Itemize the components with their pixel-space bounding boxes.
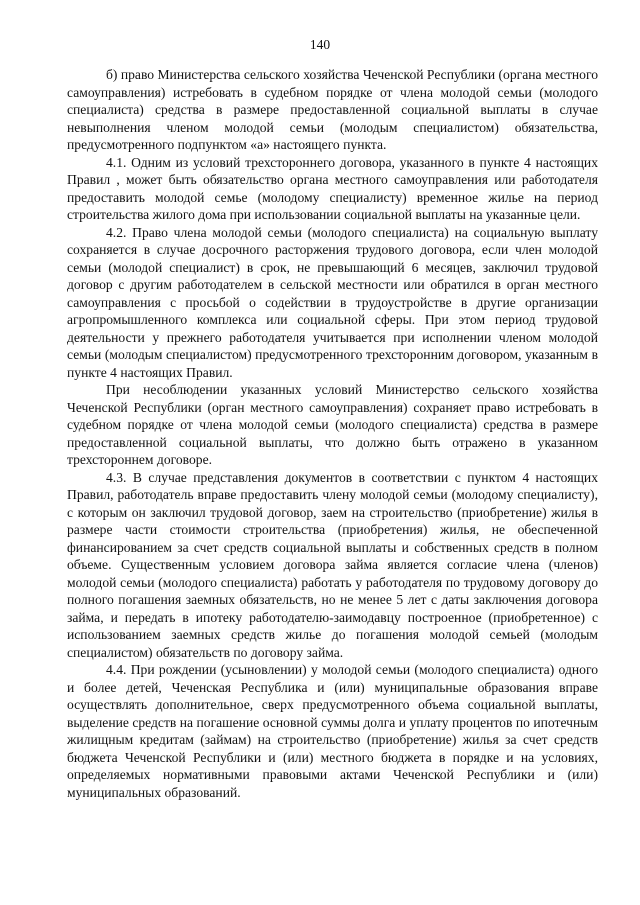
paragraph-4-2: 4.2. Право члена молодой семьи (молодого специалиста) на социальную выплату сохраняется в случае досрочного расторжения трудового договора, если член молодой семьи (молодой специалист) в срок, не превышающий 6 месяцев, заключил трудовой договор с другим работодателем в сельской местности или обратился в орган местного самоуправления с просьбой о содействии в трудоустройстве в другие организации агропромышленного комплекса или социальной сферы. При этом период трудовой деятельности у прежнего работодателя учитывается при исполнении членом молодой семьи (молодым специалистом) предусмотренного трехсторонним договором, указанным в пункте 4 настоящих Правил. (67, 224, 598, 380)
document-body (67, 66, 598, 801)
paragraph-b-right-of-ministry: б) право Министерства сельского хозяйства Чеченской Республики (органа местного самоуправления) истребовать в судебном порядке от члена молодой семьи (молодого специалиста) средства в размере предоставленной социальной выплаты в случае невыполнения членом молодой семьи (молодым специалистом) обязательства, предусмотренного подпунктом «а» настоящего пункта. (67, 67, 599, 152)
paragraph-4-3: 4.3. В случае представления документов в соответствии с пунктом 4 настоящих Правил, работодатель вправе предоставить члену молодой семьи (молодому специалисту), с которым он заключил трудовой договор, заем на строительство (приобретение) жилья в размере части стоимости строительства (приобретения) жилья, не обеспеченной финансированием за счет средств социальной выплаты и собственных средств в полном объеме. Существенным условием договора займа является согласие члена (членов) молодой семьи (молодого специалиста) работать у работодателя по трудовому договору до полного погашения заемных обязательств, но не менее 5 лет с даты заключения договора займа, и передать в ипотеку работодателю-заимодавцу построенное (приобретенное) с использованием заемных средств жилье до погашения молодой семьей (молодым специалистом) обязательств по договору займа. (67, 469, 598, 660)
paragraph-4-1: 4.1. Одним из условий трехстороннего договора, указанного в пункте 4 настоящих Правил , может быть обязательство органа местного самоуправления или работодателя предоставить молодой семье (молодому специалисту) временное жилье на период строительства жилого дома при использовании социальной выплаты на указанные цели. (67, 154, 598, 222)
page-number: 140 (309, 37, 331, 52)
paragraph-4-4: 4.4. При рождении (усыновлении) у молодой семьи (молодого специалиста) одного и более детей, Чеченская Республика и (или) муниципальные образования вправе осуществлять дополнительное, сверх предусмотренного объема социальной выплаты, выделение средств на погашение основной суммы долга и уплату процентов по ипотечным жилищным кредитам (займам) на строительство (приобретение) жилья за счет средств бюджета Чеченской Республики и (или) местного бюджета в порядке и на условиях, определяемых нормативными правовыми актами Чеченской Республики и (или) муниципальных образований. (67, 662, 598, 800)
paragraph-noncompliance: При несоблюдении указанных условий Министерство сельского хозяйства Чеченской Республики (орган местного самоуправления) сохраняет право истребовать в судебном порядке от члена молодой семьи (молодого специалиста) средства в размере предоставленной социальной выплаты, что должно быть отражено в указанном трехстороннем договоре. (67, 382, 598, 467)
